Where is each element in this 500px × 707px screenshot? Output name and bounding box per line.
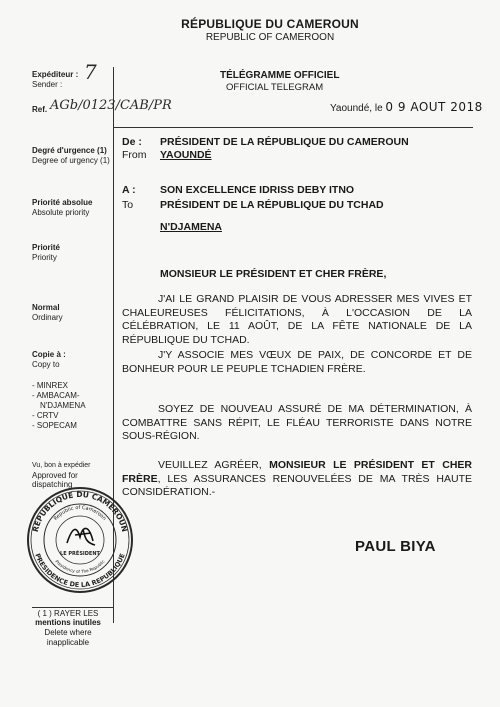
seal-center-text: LE PRÉSIDENT: [60, 551, 100, 557]
priority-fr: Priorité: [32, 243, 61, 252]
copy-to-en: Copy to: [32, 360, 60, 369]
seal-signature-scribble: [67, 528, 95, 545]
date-line: [330, 100, 483, 114]
approved-label-fr: Vu, bon à expédier: [32, 462, 91, 469]
to-line3: N'DJAMENA: [160, 221, 223, 233]
copy-item: - AMBACAM-: [32, 391, 80, 400]
salutation: MONSIEUR LE PRÉSIDENT ET CHER FRÈRE,: [160, 268, 387, 280]
sender-label-fr: Expéditeur :: [32, 70, 79, 79]
copy-item: N'DJAMENA: [40, 401, 86, 410]
date-place: Yaoundé, le: [330, 103, 383, 114]
copy-to-fr: Copie à :: [32, 350, 66, 359]
header-divider: [113, 127, 473, 128]
message-paragraph-1: J'AI LE GRAND PLAISIR DE VOUS ADRESSER MES VIVES ET CHALEUREUSES FÉLICITATIONS, À L'OCCASION DE LA CÉLÉBRATION, LE 11 AOÛT, DE LA FÊTE NATIONALE DE LA RÉPUBLIQUE DU TCHAD.: [122, 293, 472, 346]
message-paragraph-3: SOYEZ DE NOUVEAU ASSURÉ DE MA DÉTERMINATION, À COMBATTRE SANS RÉPIT, LE FLÉAU TERRORISTE DANS NOTRE SOUS-RÉGION.: [122, 403, 472, 443]
to-line1: SON EXCELLENCE IDRISS DEBY ITNO: [160, 184, 355, 196]
to-label-fr: A :: [122, 184, 136, 196]
footnote-line2: mentions inutiles: [35, 618, 101, 627]
copy-item: - MINREX: [32, 381, 68, 390]
footnote-divider: [32, 607, 113, 608]
copy-item: - SOPECAM: [32, 421, 77, 430]
urgency-label-fr: Degré d'urgence (1): [32, 146, 107, 155]
footnote-line1: ( 1 ) RAYER LES: [37, 609, 99, 618]
message-paragraph-4: VEUILLEZ AGRÉER, MONSIEUR LE PRÉSIDENT ET CHER FRÈRE, LES ASSURANCES RENOUVELÉES DE MA TRÈS HAUTE CONSIDÉRATION.-: [122, 459, 473, 499]
priority-en: Priority: [32, 253, 57, 262]
republic-title-en: REPUBLIC OF CAMEROON: [205, 32, 335, 43]
urgency-label-en: Degree of urgency (1): [32, 156, 110, 165]
date-stamp: 0 9 AOUT 2018: [385, 100, 483, 114]
message-paragraph-2: J'Y ASSOCIE MES VŒUX DE PAIX, DE CONCORDE ET DE BONHEUR POUR LE PEUPLE TCHADIEN FRÈRE.: [122, 349, 472, 375]
seal-inner-top-text: Republic of Cameroon: [52, 504, 108, 522]
normal-en: Ordinary: [32, 313, 63, 322]
ref-label: Ref.: [32, 105, 48, 114]
approved-label-en2: dispatching: [32, 480, 73, 489]
republic-title-fr: RÉPUBLIQUE DU CAMEROUN: [181, 17, 359, 31]
absolute-priority-fr: Priorité absolue: [32, 198, 93, 207]
footnote-line3: Delete where: [44, 628, 92, 637]
to-label-en: To: [122, 199, 134, 211]
approved-label-en1: Approved for: [32, 471, 78, 480]
seal-outer-bottom-text: PRESIDENCE DE LA REPUBLIQUE: [33, 552, 127, 590]
presidency-seal-stamp: [25, 485, 135, 595]
seal-inner-bottom-text: Presidency of The Republic: [54, 558, 106, 575]
copy-item: - CRTV: [32, 411, 59, 420]
to-line2: PRÉSIDENT DE LA RÉPUBLIQUE DU TCHAD: [160, 199, 384, 211]
telegram-title-fr: TÉLÉGRAMME OFFICIEL: [220, 70, 340, 81]
from-label-en: From: [122, 149, 147, 161]
sender-handwritten: 7: [84, 60, 97, 84]
absolute-priority-en: Absolute priority: [32, 208, 90, 217]
from-line2: YAOUNDÉ: [160, 149, 212, 161]
seal-outer-top-text: REPUBLIQUE DU CAMEROUN: [30, 489, 130, 533]
ref-handwritten: AGb/0123/CAB/PR: [50, 98, 172, 113]
sender-label-en: Sender :: [32, 80, 63, 89]
normal-fr: Normal: [32, 303, 60, 312]
from-line1: PRÉSIDENT DE LA RÉPUBLIQUE DU CAMEROUN: [160, 136, 409, 148]
from-label-fr: De :: [122, 136, 142, 148]
signature-name: PAUL BIYA: [355, 538, 436, 555]
footnote-line4: inapplicable: [46, 638, 90, 647]
telegram-title-en: OFFICIAL TELEGRAM: [226, 82, 324, 93]
